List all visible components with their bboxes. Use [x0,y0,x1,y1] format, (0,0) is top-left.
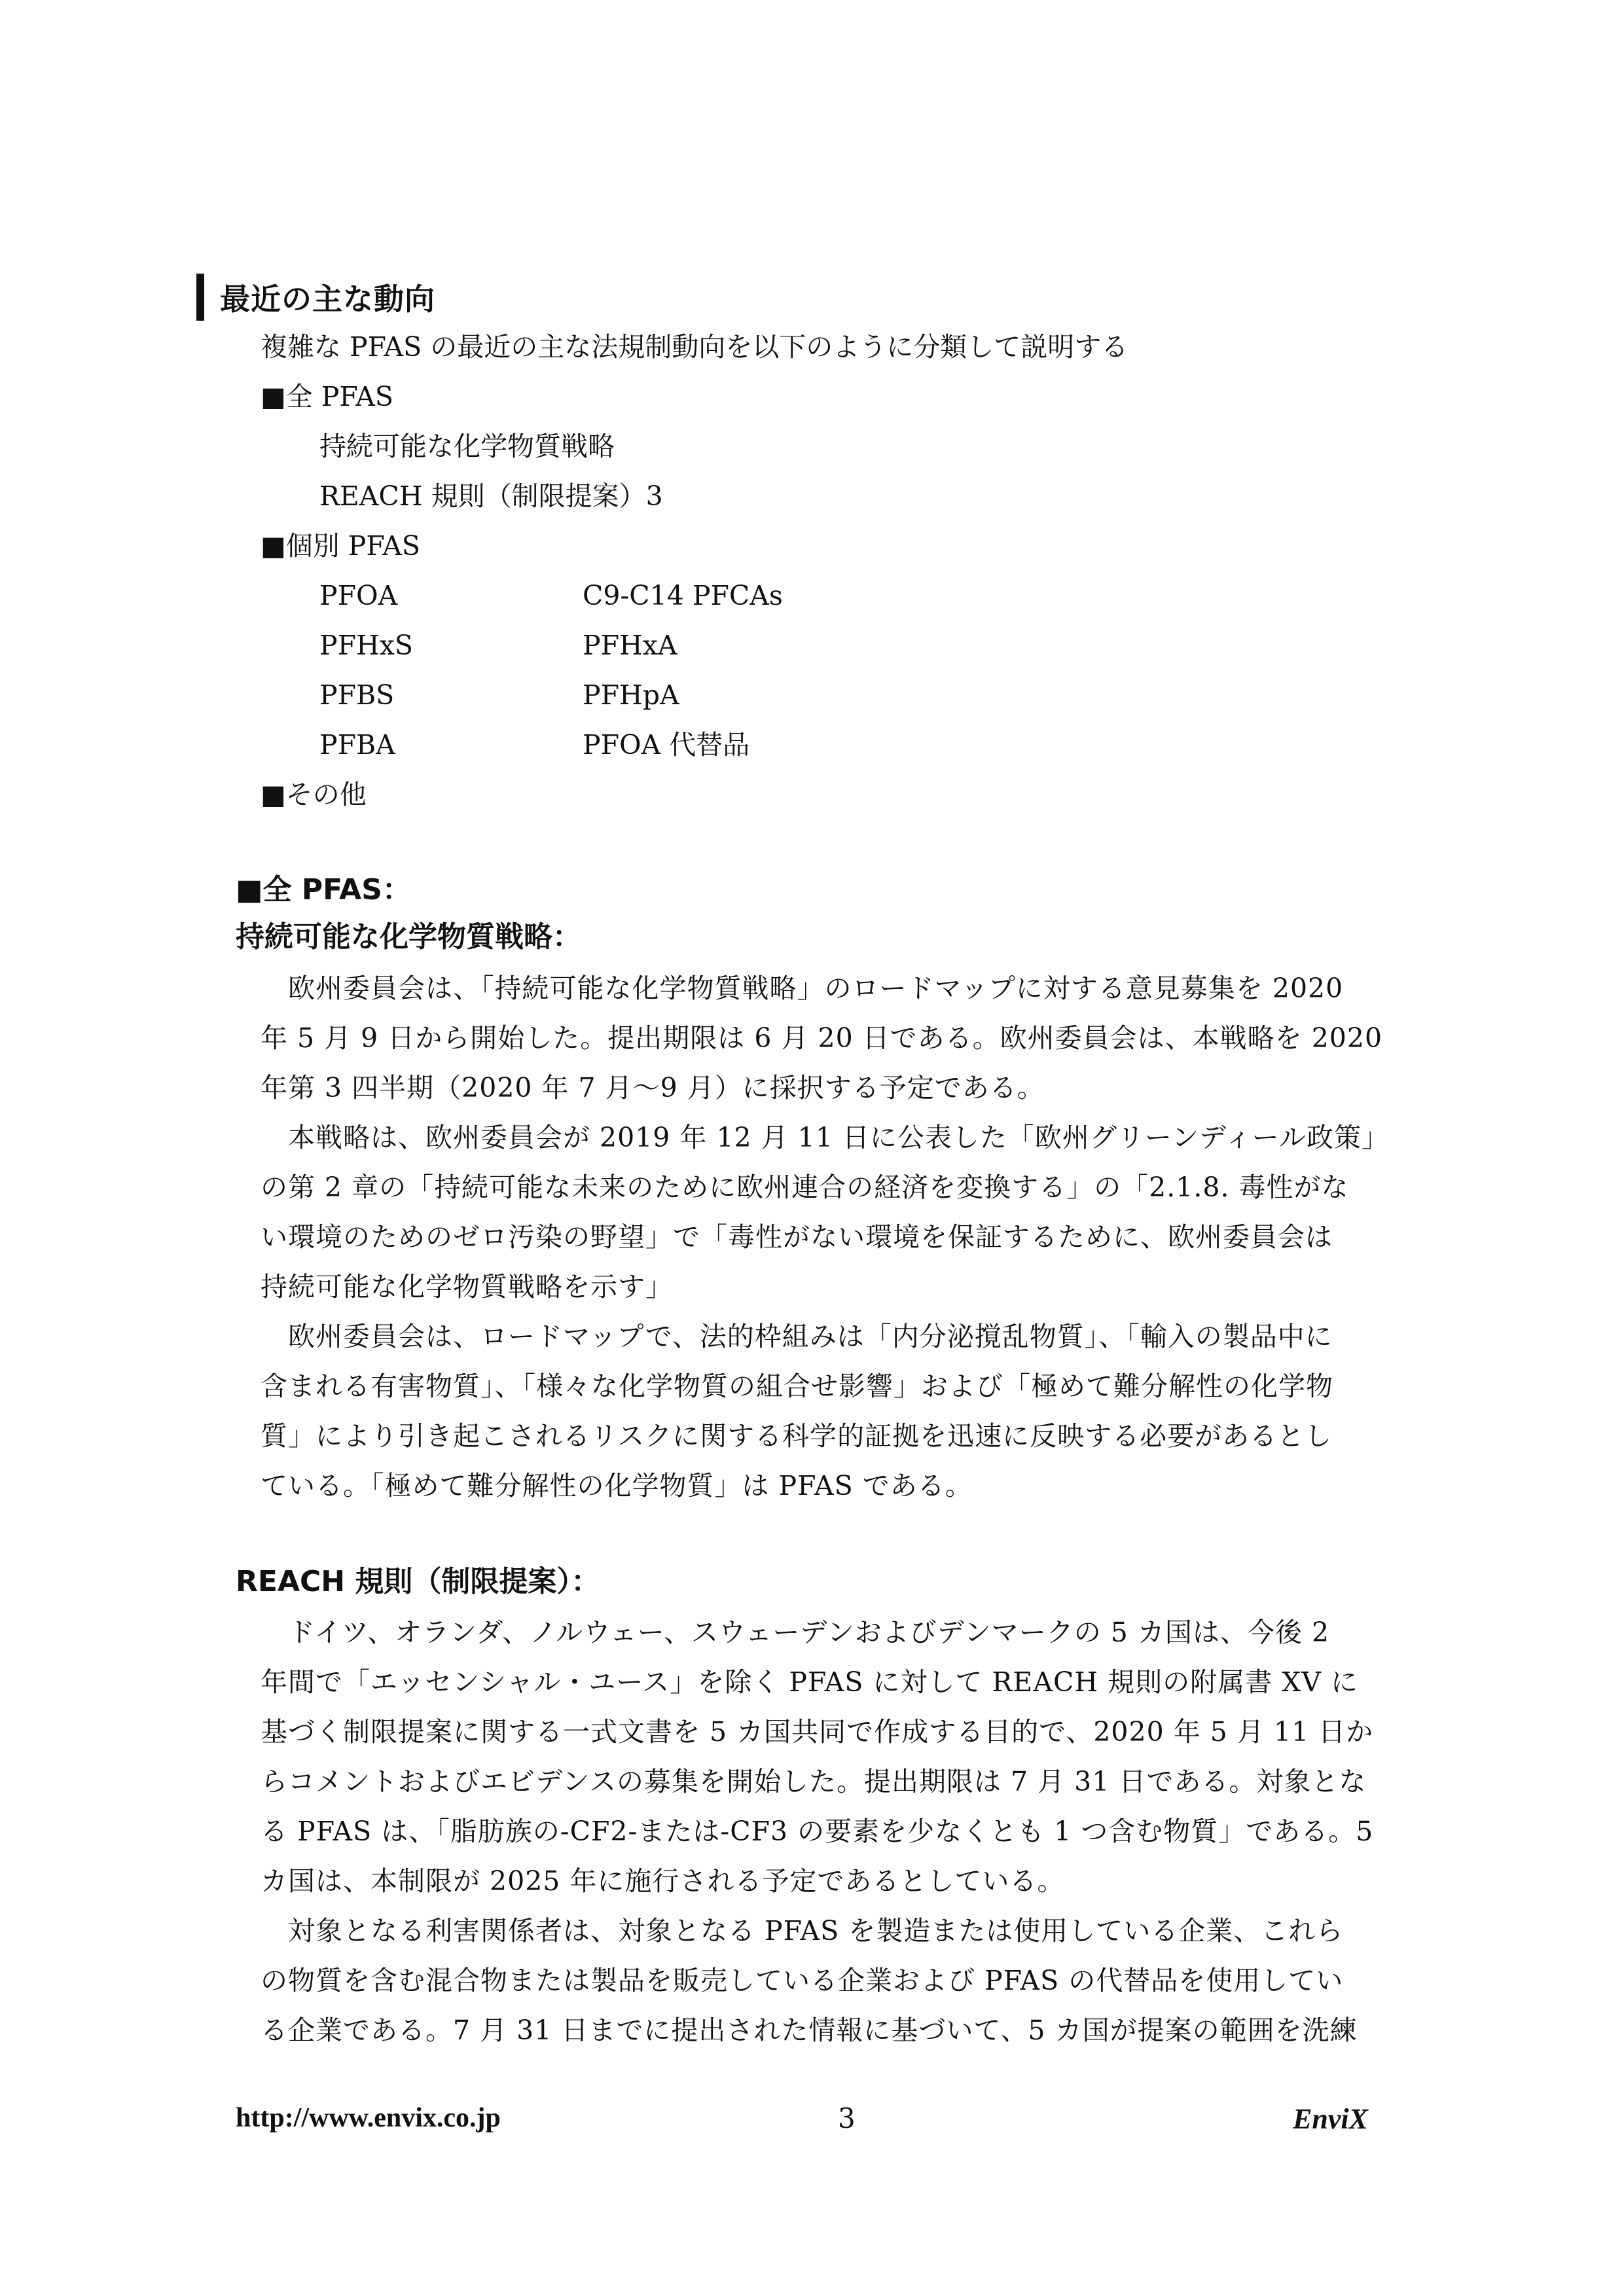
heading-bar [196,274,204,321]
outline-all-label: ■全 PFAS [261,381,393,412]
paragraph-line: 持続可能な化学物質戦略を示す」 [261,1271,673,1302]
pfas-item: C9-C14 PFCAs [583,580,783,611]
footer-page-number: 3 [838,2102,856,2134]
paragraph-line: 年第 3 四半期（2020 年 7 月～9 月）に採択する予定である。 [261,1072,1045,1103]
paragraph-line: る PFAS は、「脂肪族の-CF2-または-CF3 の要素を少なくとも 1 つ含む物質」である。5 [261,1816,1374,1847]
paragraph-line: 対象となる利害関係者は、対象となる PFAS を製造または使用している企業、これら [261,1915,1344,1946]
intro-text: 複雑な PFAS の最近の主な法規制動向を以下のように分類して説明する [261,331,1128,363]
footer-url-link[interactable]: http://www.envix.co.jp [236,2103,501,2133]
paragraph-line: の第 2 章の「持続可能な未来のために欧州連合の経済を変換する」の「2.1.8. 毒性がな [261,1172,1349,1203]
paragraph-line: 基づく制限提案に関する一式文書を 5 カ国共同で作成する目的で、2020 年 5 月 11 日か [261,1716,1374,1748]
pfas-item: PFHpA [583,679,679,711]
paragraph-line: 質」により引き起こされるリスクに関する科学的証拠を迅速に反映する必要があるとし [261,1420,1333,1452]
section-heading [196,274,435,321]
paragraph-line: らコメントおよびエビデンスの募集を開始した。提出期限は 7 月 31 日である。対象とな [261,1766,1367,1797]
outline-all-item: 持続可能な化学物質戦略 [319,431,615,462]
pfas-item: PFOA [319,580,398,611]
footer-brand: EnviX [1293,2103,1368,2135]
paragraph-line: の物質を含む混合物または製品を販売している企業および PFAS の代替品を使用してい [261,1965,1344,1996]
paragraph-line: 含まれる有害物質」、「様々な化学物質の組合せ影響」および「極めて難分解性の化学物 [261,1371,1333,1402]
pfas-item: PFHxA [583,630,677,661]
paragraph-line: ドイツ、オランダ、ノルウェー、スウェーデンおよびデンマークの 5 カ国は、今後 2 [261,1617,1330,1648]
paragraph-line: い環境のためのゼロ汚染の野望」で「毒性がない環境を保証するために、欧州委員会は [261,1221,1333,1253]
outline-individual-label: ■個別 PFAS [261,530,420,562]
paragraph-line: カ国は、本制限が 2025 年に施行される予定であるとしている。 [261,1865,1065,1897]
outline-all-item: REACH 規則（制限提案）3 [319,480,663,512]
section-all-subtitle: 持続可能な化学物質戦略： [236,920,581,954]
pfas-item: PFHxS [319,630,413,661]
paragraph-line: 欧州委員会は、ロードマップで、法的枠組みは「内分泌撹乱物質」、「輸入の製品中に [261,1321,1333,1352]
pfas-item: PFBS [319,679,395,711]
paragraph-line: 年 5 月 9 日から開始した。提出期限は 6 月 20 日である。欧州委員会は、本戦略を 2020 [261,1022,1383,1054]
paragraph-line: 本戦略は、欧州委員会が 2019 年 12 月 11 日に公表した「欧州グリーンディール政策」 [261,1122,1389,1153]
heading-title: 最近の主な動向 [220,281,435,317]
section-reach-title: REACH 規則（制限提案）： [236,1565,600,1598]
section-all-title: ■全 PFAS： [236,873,411,906]
pfas-item: PFOA 代替品 [583,729,750,761]
paragraph-line: 欧州委員会は、「持続可能な化学物質戦略」のロードマップに対する意見募集を 2020 [261,973,1344,1004]
outline-other-label: ■その他 [261,779,367,810]
paragraph-line: る企業である。7 月 31 日までに提出された情報に基づいて、5 カ国が提案の範囲を洗練 [261,2015,1358,2046]
paragraph-line: ている。「極めて難分解性の化学物質」は PFAS である。 [261,1470,973,1501]
pfas-item: PFBA [319,729,395,761]
paragraph-line: 年間で「エッセンシャル・ユース」を除く PFAS に対して REACH 規則の附属書 XV に [261,1666,1358,1698]
